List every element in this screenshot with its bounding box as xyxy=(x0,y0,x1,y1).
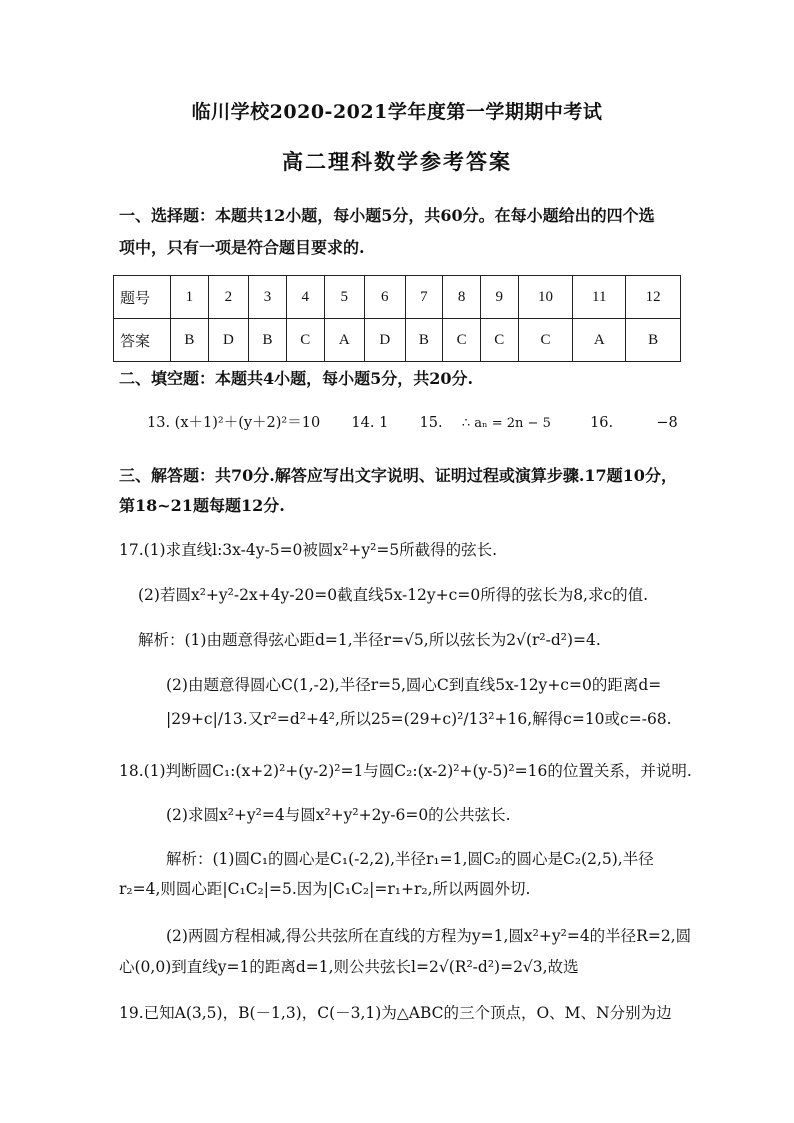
q15-answer: ∴ aₙ = 2n − 5 xyxy=(461,416,551,431)
answer-cell: D xyxy=(208,319,249,362)
answer-cell: B xyxy=(405,319,443,362)
answer-cell: C xyxy=(443,319,481,362)
q17-solution2a: (2)由题意得圆心C(1,-2),半径r=5,圆心C到直线5x-12y+c=0的距离d= xyxy=(166,676,662,694)
q15-label: 15. xyxy=(419,415,443,431)
question-number: 12 xyxy=(626,276,681,319)
question-number: 11 xyxy=(573,276,626,319)
question-number: 2 xyxy=(208,276,249,319)
answer-cell: B xyxy=(171,319,209,362)
question-number: 6 xyxy=(365,276,406,319)
answer-cell: C xyxy=(480,319,518,362)
q13-label: 13. xyxy=(147,415,171,431)
q18-part1: 18.(1)判断圆C₁:(x+2)²+(y-2)²=1与圆C₂:(x-2)²+(y-5)²=16的位置关系，并说明. xyxy=(119,762,692,780)
fill-in-answers xyxy=(147,411,707,436)
q18-solution1b: r₂=4,则圆心距|C₁C₂|=5.因为|C₁C₂|=r₁+r₂,所以两圆外切. xyxy=(119,880,531,898)
answer-cell: D xyxy=(365,319,406,362)
question-number: 7 xyxy=(405,276,443,319)
exam-subtitle: 高二理科数学参考答案 xyxy=(282,149,512,174)
section3-heading-line2: 第18~21题每题12分. xyxy=(119,496,285,515)
answer-table-number-row xyxy=(114,276,681,319)
answer-table xyxy=(113,275,681,362)
q19-line1: 19.已知A(3,5)，B(－1,3)，C(－3,1)为△ABC的三个顶点，O、M、N分别为边 xyxy=(119,1004,672,1022)
q16-answer: −8 xyxy=(656,415,678,431)
answer-cell: B xyxy=(249,319,287,362)
q18-solution2b: 心(0,0)到直线y=1的距离d=1,则公共弦长l=2√(R²-d²)=2√3,故选 xyxy=(119,958,579,976)
section3-heading-line1: 三、解答题：共70分.解答应写出文字说明、证明过程或演算步骤.17题10分， xyxy=(119,466,677,485)
question-number: 4 xyxy=(286,276,324,319)
q18-part2: (2)求圆x²+y²=4与圆x²+y²+2y-6=0的公共弦长. xyxy=(166,806,511,824)
answer-cell: B xyxy=(626,319,681,362)
q17-part2: (2)若圆x²+y²-2x+4y-20=0截直线5x-12y+c=0所得的弦长为8,求c的值. xyxy=(138,586,649,604)
answer-cell: A xyxy=(324,319,365,362)
answer-table-answer-row xyxy=(114,319,681,362)
q16-label: 16. xyxy=(590,415,614,431)
question-number: 3 xyxy=(249,276,287,319)
answer-cell: C xyxy=(518,319,573,362)
question-number: 8 xyxy=(443,276,481,319)
q13-answer: (x＋1)²＋(y＋2)²＝10 xyxy=(174,415,321,431)
number-row-label: 题号 xyxy=(114,276,171,319)
section2-heading: 二、填空题：本题共4小题，每小题5分，共20分. xyxy=(119,369,474,388)
q17-part1: 17.(1)求直线l:3x-4y-5=0被圆x²+y²=5所截得的弦长. xyxy=(119,541,498,559)
answer-cell: A xyxy=(573,319,626,362)
q14-answer: 14. 1 xyxy=(351,415,389,431)
answer-row-label: 答案 xyxy=(114,319,171,362)
answer-cell: C xyxy=(286,319,324,362)
question-number: 10 xyxy=(518,276,573,319)
exam-title: 临川学校2020-2021学年度第一学期期中考试 xyxy=(191,101,603,123)
question-number: 9 xyxy=(480,276,518,319)
question-number: 5 xyxy=(324,276,365,319)
q17-solution1: 解析：(1)由题意得弦心距d=1,半径r=√5,所以弦长为2√(r²-d²)=4. xyxy=(138,631,601,649)
question-number: 1 xyxy=(171,276,209,319)
section1-heading-line2: 项中，只有一项是符合题目要求的. xyxy=(119,238,365,257)
q17-solution2b: |29+c|/13.又r²=d²+4²,所以25=(29+c)²/13²+16,解得c=10或c=-68. xyxy=(166,710,672,728)
q18-solution2a: (2)两圆方程相减,得公共弦所在直线的方程为y=1,圆x²+y²=4的半径R=2,圆 xyxy=(166,927,692,945)
section1-heading-line1: 一、选择题：本题共12小题，每小题5分，共60分。在每小题给出的四个选 xyxy=(119,206,655,225)
q18-solution1a: 解析：(1)圆C₁的圆心是C₁(-2,2),半径r₁=1,圆C₂的圆心是C₂(2,5),半径 xyxy=(166,850,654,868)
